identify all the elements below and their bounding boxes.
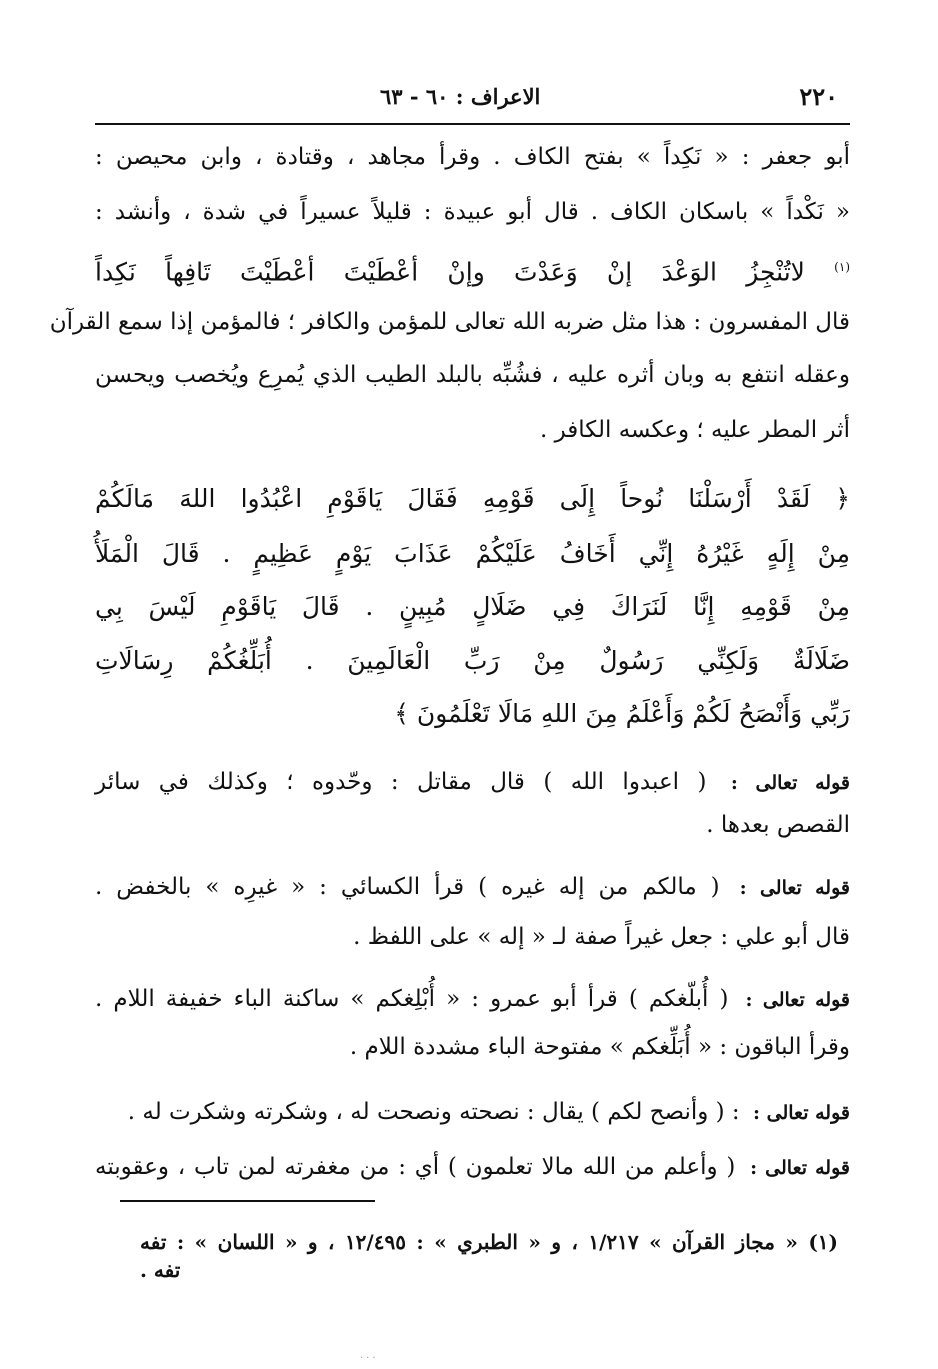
lead-label: قوله تعالى : xyxy=(730,772,850,794)
running-title: الاعراف : ٦٠ - ٦٣ xyxy=(380,84,541,109)
scan-dots: ... xyxy=(360,1350,379,1361)
verse-text: لاتُنْجِزُ الوَعْدَ إنْ وَعَدْتَ وإنْ أعْطَيْتَ أعْطَيْتَ تَافِهاً نَكِداً xyxy=(95,257,805,287)
body-line-6: أثر المطر عليه ؛ وعكسه الكافر . xyxy=(539,417,850,443)
poetry-verse xyxy=(95,250,850,289)
body-line-2: « نَكْداً » باسكان الكاف . قال أبو عبيدة : قليلاً عسيراً في شدة ، وأنشد : xyxy=(95,199,850,225)
commentary-2a xyxy=(95,870,850,905)
commentary-text: ( وأعلم من الله مالا تعلمون ) أي : من مغفرته لمن تاب ، وعقوبته xyxy=(95,1154,736,1180)
lead-label: قوله تعالى : xyxy=(750,1157,850,1179)
commentary-5 xyxy=(95,1150,850,1185)
commentary-text: ( مالكم من إله غيره ) قرأ الكسائي : « غيرِه » بالخفض . xyxy=(95,874,720,900)
commentary-text: ( أُبلّغكم ) قرأ أبو عمرو : « أُبْلِغكم » ساكنة الباء خفيفة اللام . xyxy=(95,986,729,1012)
quran-line-2: مِنْ إِلَهٍ غَيْرُهُ إِنِّي أَخَافُ عَلَيْكُمْ عَذَابَ يَوْمٍ عَظِيمٍ . قَالَ الْمَلَأُ xyxy=(95,539,850,568)
quran-line-5: رَبِّي وَأَنْصَحُ لَكُمْ وَأَعْلَمُ مِنَ اللهِ مَالَا تَعْلَمُونَ ﴾ xyxy=(394,699,850,728)
lead-label: قوله تعالى : xyxy=(745,989,851,1011)
quran-line-1: ﴿ لَقَدْ أَرْسَلْنَا نُوحاً إِلَى قَوْمِهِ فَقَالَ يَاقَوْمِ اعْبُدُوا اللهَ مَالَكُمْ xyxy=(95,484,850,513)
commentary-3b: وقرأ الباقون : « أُبَلِّغكم » مفتوحة الباء مشددة اللام . xyxy=(349,1034,850,1060)
lead-label: قوله تعالى : xyxy=(753,1102,850,1124)
commentary-2b: قال أبو علي : جعل غيراً صفة لـ « إله » على اللفظ . xyxy=(353,924,850,950)
commentary-3a xyxy=(95,982,850,1017)
body-line-1: أبو جعفر : « نَكِداً » بفتح الكاف . وقرأ مجاهد ، وقتادة ، وابن محيصن : xyxy=(95,144,850,170)
body-line-4: قال المفسرون : هذا مثل ضربه الله تعالى للمؤمن والكافر ؛ فالمؤمن إذا سمع القرآن xyxy=(49,309,850,335)
commentary-text: ( اعبدوا الله ) قال مقاتل : وحّدوه ؛ وكذلك في سائر xyxy=(95,769,707,795)
footnote-ref: (١) xyxy=(834,260,850,274)
footnote-tail: تفه . xyxy=(140,1258,181,1282)
commentary-text: : ( وأنصح لكم ) يقال : نصحته ونصحت له ، وشكرته وشكرت له . xyxy=(127,1099,740,1125)
footnote-rule xyxy=(120,1200,375,1202)
lead-label: قوله تعالى : xyxy=(739,877,850,899)
quran-line-3: مِنْ قَوْمِهِ إِنَّا لَنَرَاكَ فِي ضَلَالٍ مُبِينٍ . قَالَ يَاقَوْمِ لَيْسَ بِي xyxy=(95,592,850,621)
quran-line-4: ضَلَالَةٌ وَلَكِنِّي رَسُولٌ مِنْ رَبِّ الْعَالَمِينَ . أُبَلِّغُكُمْ رِسَالَاتِ xyxy=(95,646,850,675)
commentary-1b: القصص بعدها . xyxy=(706,812,850,838)
page-number: ٢٢٠ xyxy=(799,82,838,111)
header-rule xyxy=(95,123,850,125)
page-header xyxy=(120,82,838,118)
body-line-5: وعقله انتفع به وبان أثره عليه ، فشُبِّه بالبلد الطيب الذي يُمرِع ويُخصب ويحسن xyxy=(95,362,850,388)
commentary-4 xyxy=(95,1095,850,1130)
commentary-1a xyxy=(95,765,850,800)
footnote: (١) « مجاز القرآن » ١/٢١٧ ، و « الطبري » : ١٢/٤٩٥ ، و « اللسان » : تفه xyxy=(140,1230,838,1254)
